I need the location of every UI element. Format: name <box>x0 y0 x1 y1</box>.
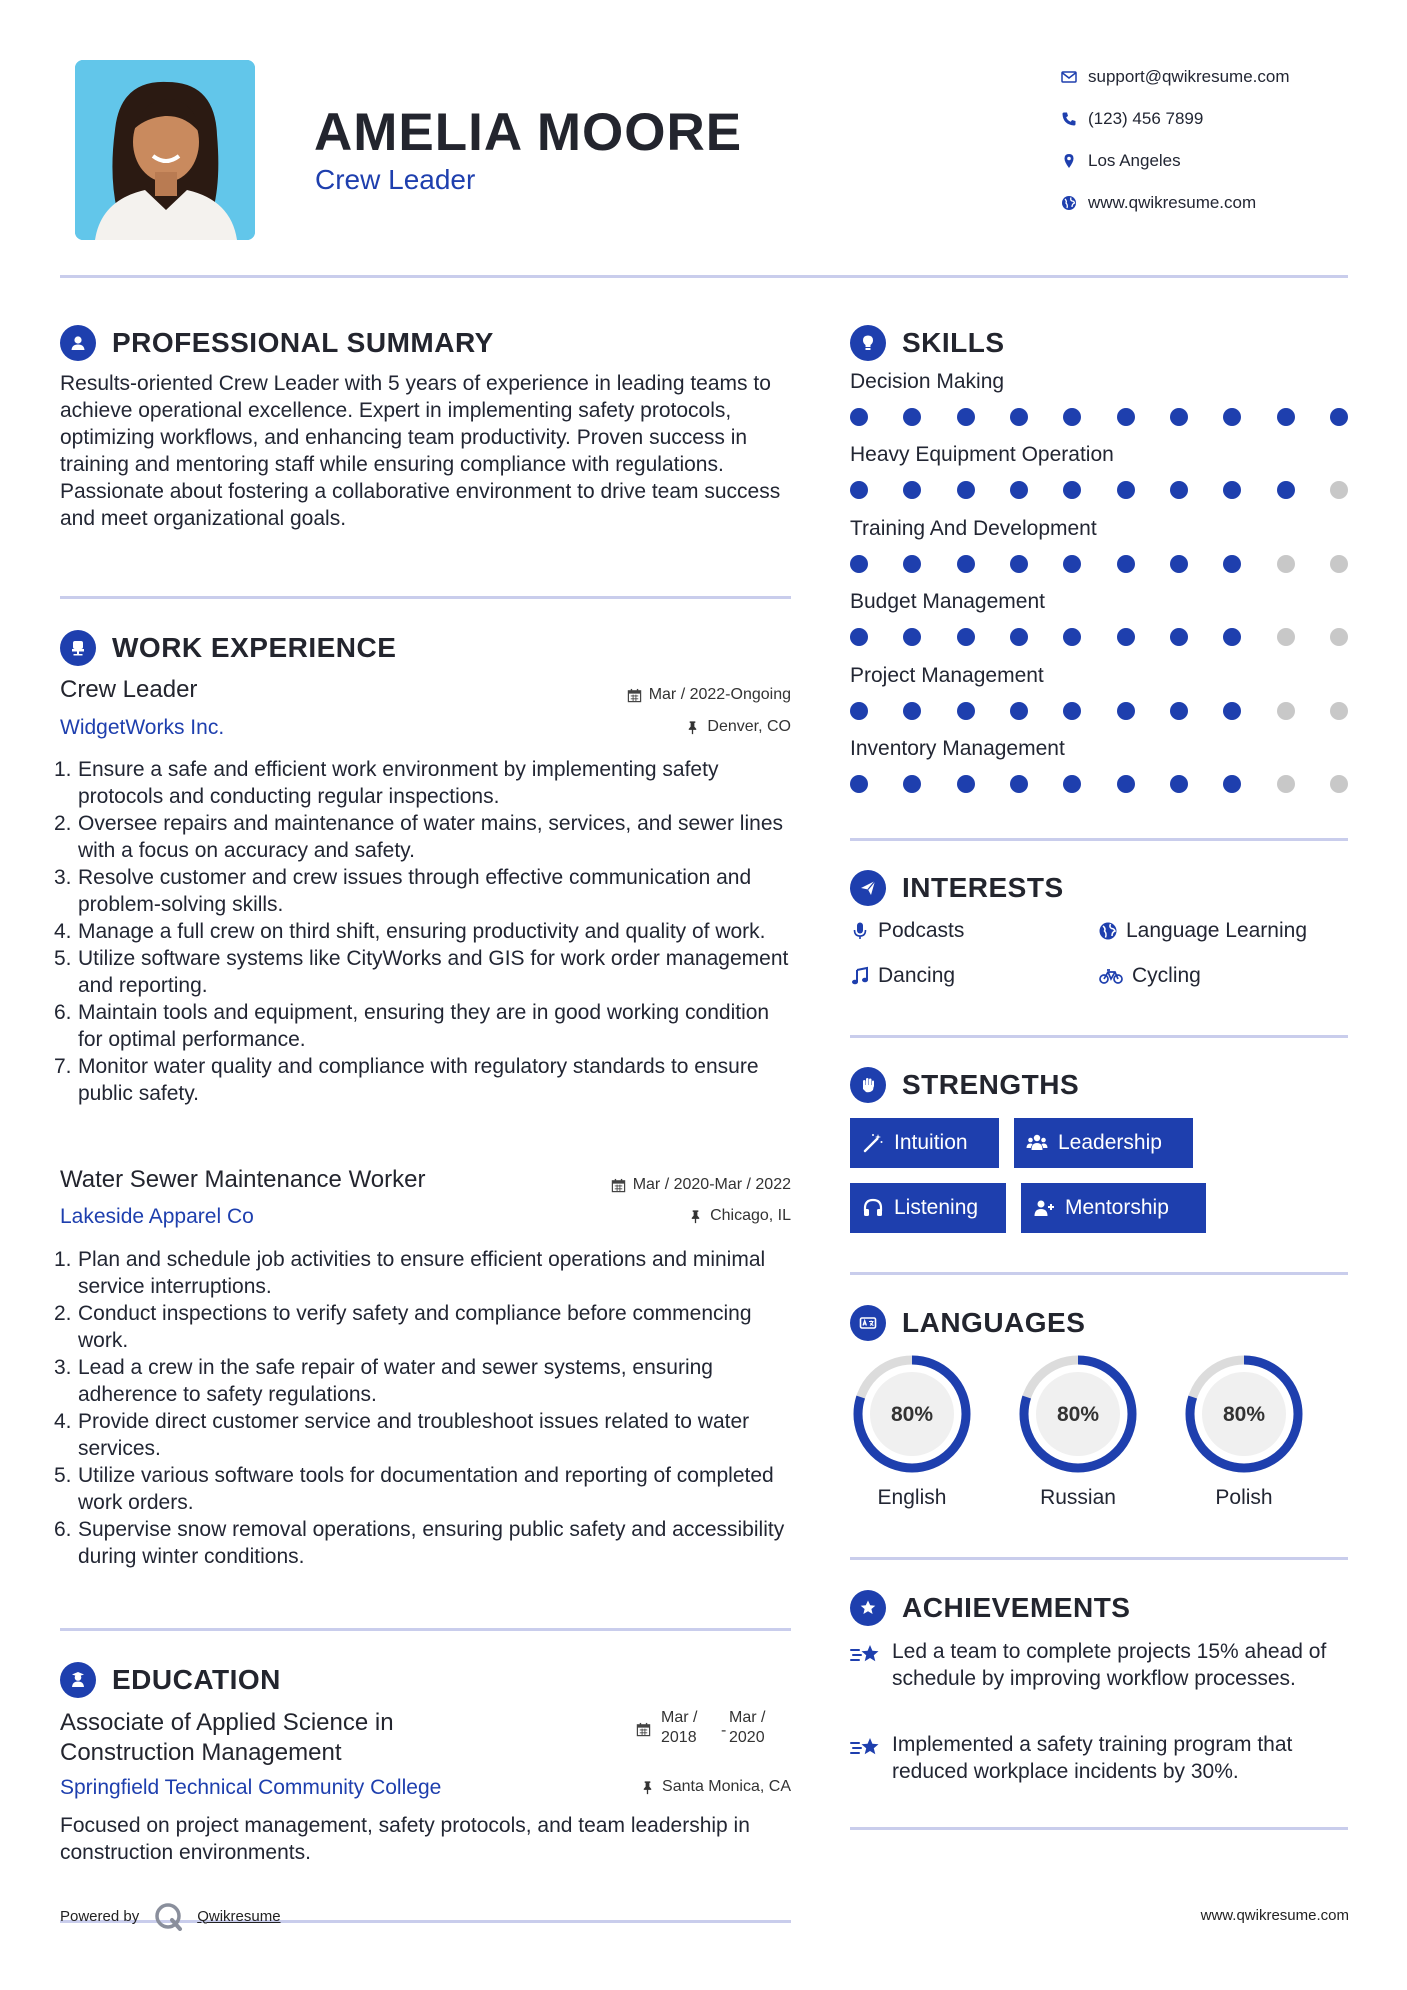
footer-website[interactable]: www.qwikresume.com <box>1200 1907 1349 1924</box>
rating-dot-filled <box>850 702 868 720</box>
strength-leadership: Leadership <box>1014 1118 1193 1168</box>
interests-heading <box>850 870 1064 906</box>
candidate-role: Crew Leader <box>315 164 476 195</box>
skills-heading <box>850 325 1005 361</box>
job-2-location-text: Chicago, IL <box>710 1207 791 1224</box>
phone-icon <box>1050 111 1088 127</box>
education-dates <box>636 1708 791 1752</box>
pushpin-icon <box>685 720 700 735</box>
pushpin-icon <box>688 1209 703 1224</box>
calendar-icon <box>636 1722 651 1737</box>
job-2-company: Lakeside Apparel Co <box>60 1205 254 1228</box>
strengths-heading <box>850 1067 1079 1103</box>
globe-icon <box>1098 921 1118 941</box>
achievement-1 <box>850 1638 1348 1692</box>
skill-name: Training And Development <box>850 516 1097 540</box>
rating-dot-filled <box>1223 408 1241 426</box>
summary-heading <box>60 325 494 361</box>
interests-title: INTERESTS <box>902 872 1064 903</box>
job-2-title: Water Sewer Maintenance Worker <box>60 1166 426 1193</box>
list-item: 5. Utilize software systems like CityWorks and GIS for work order management and reporting. <box>54 947 789 997</box>
education-school: Springfield Technical Community College <box>60 1776 442 1799</box>
rating-dot-empty <box>1330 775 1348 793</box>
rating-dot-filled <box>1170 775 1188 793</box>
rating-dot-filled <box>903 408 921 426</box>
achievement-1-text: Led a team to complete projects 15% ahead of schedule by improving workflow processes. <box>892 1640 1327 1690</box>
rating-dot-filled <box>1277 408 1295 426</box>
skill-rating <box>850 628 1348 648</box>
rating-dot-filled <box>1170 481 1188 499</box>
interest-dancing: Dancing <box>850 964 955 988</box>
job-1-company: WidgetWorks Inc. <box>60 716 225 739</box>
rating-dot-filled <box>957 555 975 573</box>
language-ring <box>850 1352 974 1481</box>
raised-fist-icon <box>850 1067 886 1103</box>
profile-photo <box>75 60 255 240</box>
graduate-icon <box>60 1662 96 1698</box>
rating-dot-empty <box>1330 628 1348 646</box>
rating-dot-filled <box>1223 775 1241 793</box>
rating-dot-filled <box>1117 555 1135 573</box>
contact-website-text: www.qwikresume.com <box>1088 193 1257 212</box>
job-2-responsibilities <box>54 1246 795 1570</box>
job-2-dates-text: Mar / 2020-Mar / 2022 <box>632 1176 791 1193</box>
skill-name: Decision Making <box>850 370 1005 393</box>
powered-by-label: Powered by <box>60 1907 140 1925</box>
rating-dot-filled <box>1223 702 1241 720</box>
languages-heading <box>850 1305 1085 1341</box>
job-1-dates-text: Mar / 2022-Ongoing <box>648 686 791 703</box>
rating-dot-filled <box>903 481 921 499</box>
skill-name: Inventory Management <box>850 737 1065 760</box>
rating-dot-filled <box>1010 628 1028 646</box>
language-name: English <box>877 1486 947 1509</box>
rating-dot-filled <box>1170 702 1188 720</box>
footer-powered-by <box>60 1901 281 1931</box>
bicycle-icon <box>1098 966 1124 986</box>
skill-rating <box>850 775 1348 795</box>
candidate-name: AMELIA MOORE <box>314 103 743 162</box>
list-item: 7. Monitor water quality and compliance with regulatory standards to ensure public safety. <box>54 1055 759 1105</box>
education-title: EDUCATION <box>112 1664 281 1695</box>
rating-dot-filled <box>1170 628 1188 646</box>
rating-dot-filled <box>850 555 868 573</box>
rating-dot-filled <box>1010 408 1028 426</box>
experience-divider <box>60 1628 791 1631</box>
language-percent: 80% <box>1222 1403 1266 1426</box>
languages-divider <box>850 1557 1348 1560</box>
strength-mentorship: Mentorship <box>1021 1183 1206 1233</box>
contact-location-text: Los Angeles <box>1088 151 1181 170</box>
rating-dot-empty <box>1277 775 1295 793</box>
rating-dot-filled <box>850 481 868 499</box>
job-1-location-text: Denver, CO <box>707 718 791 735</box>
rating-dot-filled <box>903 628 921 646</box>
rating-dot-filled <box>1117 775 1135 793</box>
rating-dot-filled <box>1063 628 1081 646</box>
rating-dot-filled <box>957 481 975 499</box>
paper-plane-icon <box>850 870 886 906</box>
education-degree <box>60 1708 394 1768</box>
language-percent: 80% <box>1056 1403 1100 1426</box>
header-divider <box>60 275 1348 278</box>
interest-podcasts: Podcasts <box>850 919 964 943</box>
rating-dot-filled <box>1277 481 1295 499</box>
calendar-icon <box>611 1178 626 1193</box>
rating-dot-filled <box>1063 481 1081 499</box>
list-item: 3. Resolve customer and crew issues through effective communication and problem-solving skills. <box>54 866 752 916</box>
rating-dot-filled <box>1117 481 1135 499</box>
language-card-icon <box>850 1305 886 1341</box>
rating-dot-empty <box>1277 628 1295 646</box>
list-item: 1. Plan and schedule job activities to ensure efficient operations and minimal service interruptions. <box>54 1248 766 1298</box>
rating-dot-filled <box>850 628 868 646</box>
skill-rating <box>850 408 1348 428</box>
job-1-responsibilities <box>54 756 795 1107</box>
list-item: 3. Lead a crew in the safe repair of water and sewer systems, ensuring adherence to safety regulations. <box>54 1356 713 1406</box>
rating-dot-empty <box>1277 555 1295 573</box>
music-note-icon <box>850 966 870 986</box>
globe-icon <box>1050 195 1088 211</box>
rating-dot-filled <box>957 702 975 720</box>
interest-cycling: Cycling <box>1098 964 1201 988</box>
list-item: 4. Provide direct customer service and troubleshoot issues related to water services. <box>54 1410 750 1460</box>
education-heading <box>60 1662 281 1698</box>
shooting-star-icon <box>850 1731 892 1785</box>
star-badge-icon <box>850 1590 886 1626</box>
rating-dot-filled <box>903 702 921 720</box>
envelope-icon <box>1050 69 1088 85</box>
education-end-year: 2020 <box>729 1729 765 1746</box>
education-location <box>560 1778 791 1796</box>
skill-name: Budget Management <box>850 590 1045 614</box>
rating-dot-filled <box>1117 628 1135 646</box>
lightbulb-icon <box>850 325 886 361</box>
magic-wand-icon <box>862 1132 884 1154</box>
rating-dot-filled <box>1010 775 1028 793</box>
experience-heading <box>60 630 396 666</box>
calendar-icon <box>627 688 642 703</box>
rating-dot-filled <box>1010 555 1028 573</box>
rating-dot-filled <box>1223 628 1241 646</box>
strengths-title: STRENGTHS <box>902 1069 1080 1100</box>
interest-language-learning: Language Learning <box>1098 919 1307 943</box>
skill-name: Heavy Equipment Operation <box>850 443 1114 467</box>
rating-dot-filled <box>957 775 975 793</box>
skill-name: Project Management <box>850 663 1044 687</box>
education-location-text: Santa Monica, CA <box>662 1778 791 1795</box>
rating-dot-filled <box>850 775 868 793</box>
rating-dot-filled <box>1117 408 1135 426</box>
contact-email-text: support@qwikresume.com <box>1088 67 1290 86</box>
language-name: Polish <box>1215 1486 1273 1509</box>
list-item: 5. Utilize various software tools for documentation and reporting of completed work orders. <box>54 1464 774 1514</box>
summary-divider <box>60 596 791 599</box>
shooting-star-icon <box>850 1638 892 1692</box>
education-degree-line-1: Associate of Applied Science in <box>60 1709 394 1736</box>
skills-title: SKILLS <box>902 327 1005 358</box>
achievement-2 <box>850 1731 1348 1785</box>
skill-rating <box>850 702 1348 722</box>
skill-rating <box>850 555 1348 575</box>
rating-dot-empty <box>1277 702 1295 720</box>
education-start-month: Mar / <box>661 1709 698 1726</box>
list-item: 1. Ensure a safe and efficient work environment by implementing safety protocols and conducting regular inspections. <box>54 758 719 808</box>
languages-title: LANGUAGES <box>902 1307 1086 1338</box>
microphone-icon <box>850 921 870 941</box>
list-item: 6. Supervise snow removal operations, ensuring public safety and accessibility during winter conditions. <box>54 1518 785 1568</box>
rating-dot-filled <box>1063 702 1081 720</box>
contact-website[interactable] <box>1050 182 1370 224</box>
summary-text: Results-oriented Crew Leader with 5 years of experience in leading teams to achieve operational excellence. Expert in implementing safety protocols, optimizing workflows, and enhancing team productivity. Proven success in training and mentoring staff while ensuring compliance with regulations. Passionate about fostering a collaborative environment to drive team success and meet organizational goals. <box>60 372 781 530</box>
rating-dot-filled <box>1010 481 1028 499</box>
language-ring <box>1182 1352 1306 1481</box>
rating-dot-filled <box>957 408 975 426</box>
contact-email[interactable] <box>1050 56 1370 98</box>
user-plus-icon <box>1033 1197 1055 1219</box>
achievement-2-text: Implemented a safety training program that reduced workplace incidents by 30%. <box>892 1733 1293 1783</box>
rating-dot-filled <box>957 628 975 646</box>
job-2-location <box>560 1207 791 1225</box>
rating-dot-filled <box>903 555 921 573</box>
rating-dot-filled <box>850 408 868 426</box>
qwikresume-logo <box>153 1901 187 1931</box>
strength-listening: Listening <box>850 1183 1006 1233</box>
rating-dot-filled <box>1223 555 1241 573</box>
education-degree-line-2: Construction Management <box>60 1739 342 1766</box>
list-item: 2. Conduct inspections to verify safety and compliance before commencing work. <box>54 1302 752 1352</box>
contact-phone[interactable] <box>1050 98 1370 140</box>
language-name: Russian <box>1040 1486 1116 1509</box>
experience-title: WORK EXPERIENCE <box>112 632 397 663</box>
education-end-month: Mar / <box>729 1709 766 1726</box>
education-start-year: 2018 <box>661 1729 697 1746</box>
rating-dot-filled <box>1063 555 1081 573</box>
rating-dot-empty <box>1330 702 1348 720</box>
skills-divider <box>850 838 1348 841</box>
headphones-icon <box>862 1197 884 1219</box>
contact-list <box>1050 56 1370 224</box>
skill-rating <box>850 481 1348 501</box>
list-item: 2. Oversee repairs and maintenance of water mains, services, and sewer lines with a focus on accuracy and safety. <box>54 812 783 862</box>
list-item: 6. Maintain tools and equipment, ensuring they are in good working condition for optimal performance. <box>54 1001 770 1051</box>
rating-dot-filled <box>1117 702 1135 720</box>
rating-dot-filled <box>1170 408 1188 426</box>
contact-location <box>1050 140 1370 182</box>
briefcase-chair-icon <box>60 630 96 666</box>
job-2-dates <box>520 1176 791 1194</box>
rating-dot-empty <box>1330 481 1348 499</box>
rating-dot-filled <box>1170 555 1188 573</box>
achievements-divider <box>850 1827 1348 1830</box>
rating-dot-filled <box>1063 775 1081 793</box>
job-1-dates <box>560 686 791 704</box>
achievements-title: ACHIEVEMENTS <box>902 1592 1131 1623</box>
pushpin-icon <box>640 1780 655 1795</box>
rating-dot-filled <box>1010 702 1028 720</box>
strengths-divider <box>850 1272 1348 1275</box>
users-icon <box>1026 1132 1048 1154</box>
list-item: 4. Manage a full crew on third shift, ensuring productivity and quality of work. <box>54 920 766 943</box>
contact-phone-text: (123) 456 7899 <box>1088 109 1204 128</box>
summary-title: PROFESSIONAL SUMMARY <box>112 327 494 358</box>
map-pin-icon <box>1050 153 1088 169</box>
interests-divider <box>850 1035 1348 1038</box>
rating-dot-filled <box>1063 408 1081 426</box>
job-1-location <box>560 718 791 736</box>
rating-dot-filled <box>1223 481 1241 499</box>
achievements-heading <box>850 1590 1130 1626</box>
qwikresume-link[interactable]: Qwikresume <box>197 1907 281 1925</box>
rating-dot-filled <box>903 775 921 793</box>
language-ring <box>1016 1352 1140 1481</box>
job-1-title: Crew Leader <box>60 676 198 703</box>
education-date-separator: - <box>721 1722 727 1739</box>
rating-dot-empty <box>1330 555 1348 573</box>
language-percent: 80% <box>890 1403 934 1426</box>
user-circle-icon <box>60 325 96 361</box>
strength-intuition: Intuition <box>850 1118 999 1168</box>
rating-dot-filled <box>1330 408 1348 426</box>
education-description: Focused on project management, safety protocols, and team leadership in construction environments. <box>60 1814 750 1864</box>
